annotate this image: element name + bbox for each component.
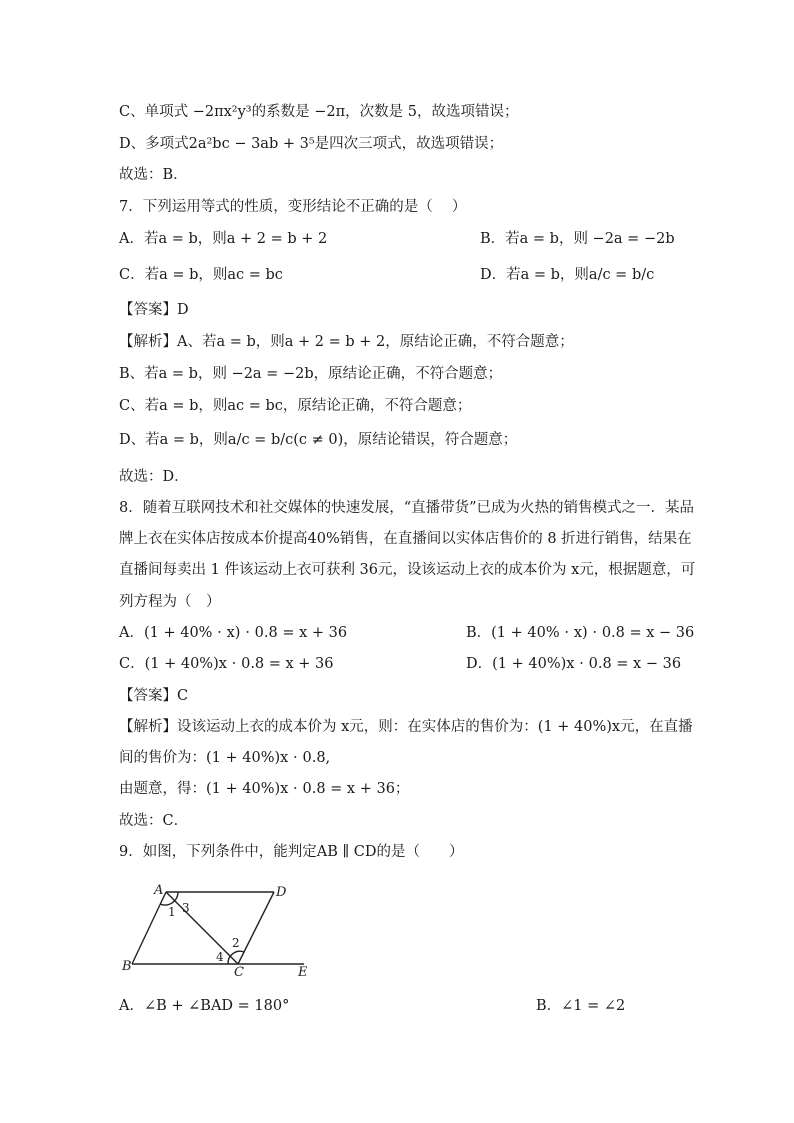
q7-explanation-b: B、若a = b，则 −2a = −2b，原结论正确，不符合题意； xyxy=(119,366,503,382)
q8-selection: 故选：C． xyxy=(119,813,189,829)
q8-option-b: B．(1 + 40% ⋅ x) ⋅ 0.8 = x − 36 xyxy=(466,625,695,641)
question-8-stem-line2: 牌上衣在实体店按成本价提高40%销售，在直播间以实体店售价的 8 折进行销售，结果在 xyxy=(119,531,692,547)
option-c-explanation: C、单项式 −2πx²y³的系数是 −2π，次数是 5，故选项错误； xyxy=(119,104,519,120)
option-d-explanation: D、多项式2a²bc − 3ab + 3⁵是四次三项式，故选项错误； xyxy=(119,136,504,152)
label-d: D xyxy=(276,885,287,900)
q8-explanation-line1: 【解析】设该运动上衣的成本价为 x元，则：在实体店的售价为：(1 + 40%)x元，在直播 xyxy=(119,719,693,735)
question-8-stem-line1: 8．随着互联网技术和社交媒体的快速发展，“直播带货”已成为火热的销售模式之一．某品 xyxy=(119,500,695,516)
angle-label-3: 3 xyxy=(182,901,190,915)
parallelogram-figure xyxy=(118,880,338,980)
q7-answer: 【答案】D xyxy=(119,302,189,318)
answer-selection: 故选：B． xyxy=(119,167,188,183)
segment-ac xyxy=(166,892,238,964)
label-a: A xyxy=(154,883,164,898)
question-8-stem-line3: 直播间每卖出 1 件该运动上衣可获利 36元，设该运动上衣的成本价为 x元，根据题意，可 xyxy=(119,562,696,578)
question-8-stem-line4: 列方程为（ ） xyxy=(119,594,221,610)
q9-option-b: B．∠1 = ∠2 xyxy=(536,998,626,1014)
label-e: E xyxy=(298,965,308,980)
q7-option-a: A．若a = b，则a + 2 = b + 2 xyxy=(119,231,328,247)
angle-label-4: 4 xyxy=(216,950,224,964)
q7-option-c: C．若a = b，则ac = bc xyxy=(119,267,283,283)
q9-option-a: A．∠B + ∠BAD = 180° xyxy=(119,998,290,1014)
q8-answer: 【答案】C xyxy=(119,688,189,704)
question-9-stem: 9．如图，下列条件中，能判定AB ∥ CD的是（ ） xyxy=(119,844,464,860)
q8-explanation-line3: 由题意，得：(1 + 40%)x ⋅ 0.8 = x + 36； xyxy=(119,781,410,797)
segment-cd xyxy=(238,892,274,964)
angle-label-2: 2 xyxy=(232,936,240,950)
segment-ab xyxy=(132,892,166,964)
angle-label-1: 1 xyxy=(168,905,176,919)
q8-option-d: D．(1 + 40%)x ⋅ 0.8 = x − 36 xyxy=(466,656,682,672)
q7-option-b: B．若a = b，则 −2a = −2b xyxy=(480,231,675,247)
label-b: B xyxy=(122,959,132,974)
q7-explanation-c: C、若a = b，则ac = bc，原结论正确，不符合题意； xyxy=(119,398,472,414)
q7-selection: 故选：D． xyxy=(119,469,189,485)
question-7-stem: 7．下列运用等式的性质，变形结论不正确的是（ ） xyxy=(119,199,467,215)
q7-option-d: D．若a = b，则a/c = b/c xyxy=(480,267,655,283)
q8-option-c: C．(1 + 40%)x ⋅ 0.8 = x + 36 xyxy=(119,656,334,672)
q8-explanation-line2: 间的售价为：(1 + 40%)x ⋅ 0.8, xyxy=(119,750,331,766)
q7-explanation-a: 【解析】A、若a = b，则a + 2 = b + 2，原结论正确，不符合题意； xyxy=(119,334,574,350)
label-c: C xyxy=(234,965,244,980)
q7-explanation-d: D、若a = b，则a/c = b/c(c ≠ 0)，原结论错误，符合题意； xyxy=(119,432,518,448)
q8-option-a: A．(1 + 40% ⋅ x) ⋅ 0.8 = x + 36 xyxy=(119,625,348,641)
